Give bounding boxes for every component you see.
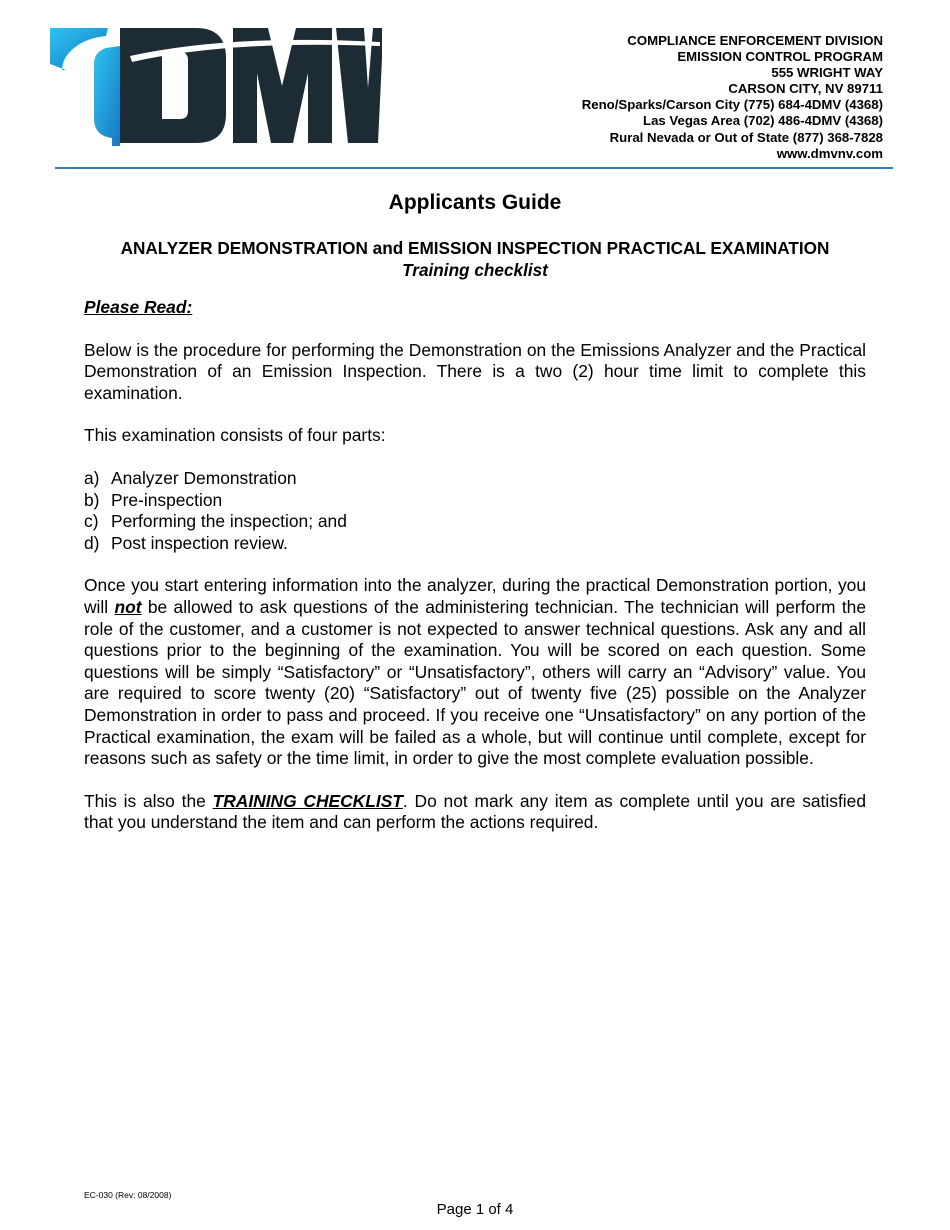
dmv-logo (50, 28, 382, 146)
page-title: Applicants Guide (388, 191, 562, 214)
training-checklist-subtitle: Training checklist (402, 260, 548, 280)
division-name: COMPLIANCE ENFORCEMENT DIVISION (627, 33, 883, 48)
checklist-text-start: This is also the (84, 790, 213, 811)
please-read-heading: Please Read: (84, 297, 193, 317)
phone-rural: Rural Nevada or Out of State (877) 368-7828 (609, 129, 883, 145)
intro-paragraph: Below is the procedure for performing the Demonstration on the Emissions Analyzer and the Practical Demonstration of an Emission Inspection. There is a two (2) hour time limit to complete this examination. (84, 339, 866, 403)
street-address: 555 WRIGHT WAY (771, 65, 883, 81)
list-item-text: Performing the inspection; and (111, 511, 347, 532)
header-divider (55, 167, 893, 169)
parts-list (84, 468, 866, 554)
list-marker: d) (84, 532, 100, 553)
list-marker: a) (84, 467, 100, 488)
dmv-logo-graphic (50, 28, 382, 146)
list-item (84, 490, 866, 512)
website-link[interactable]: www.dmvnv.com (776, 145, 883, 161)
rules-paragraph (84, 575, 866, 769)
page-number: Page 1 of 4 (436, 1201, 514, 1218)
rules-text-start: Once you start entering information into the analyzer, during the practical Demonstration portion, you will (84, 575, 866, 617)
parts-intro: This examination consists of four parts: (84, 425, 386, 446)
city-state-zip: CARSON CITY, NV 89711 (728, 81, 883, 97)
division-address-block (582, 33, 883, 162)
phone-reno: Reno/Sparks/Carson City (775) 684-4DMV (4368) (581, 97, 883, 113)
list-item (84, 533, 866, 555)
checklist-paragraph (84, 791, 866, 834)
list-item (84, 468, 866, 490)
exam-heading (0, 237, 950, 281)
document-body (84, 297, 866, 855)
phone-las-vegas: Las Vegas Area (702) 486-4DMV (4368) (643, 113, 883, 129)
checklist-text-end: . Do not mark any item as complete until you are satisfied that you understand the item and can perform the actions required. (84, 790, 866, 833)
list-item-text: Pre-inspection (111, 489, 223, 510)
list-item-text: Analyzer Demonstration (111, 467, 297, 488)
form-code: EC-030 (Rev: 08/2008) (84, 1190, 172, 1200)
list-item-text: Post inspection review. (111, 532, 288, 553)
list-item (84, 511, 866, 533)
list-marker: b) (84, 489, 100, 510)
rules-text-end: be allowed to ask questions of the administering technician. The technician will perform the role of the customer, and a customer is not expected to answer technical questions. Ask any and all questions prior to the beginning of the examination. You will be scored on each question. Some questions will be simply “Satisfactory” or “Unsatisfactory”, others will carry an “Advisory” value. You are required to score twenty (20) “Satisfactory” out of twenty five (25) possible on the Analyzer Demonstration in order to pass and proceed. If you receive one “Unsatisfactory” on any portion of the Practical examination, the exam will be failed as a whole, but will continue until complete, except for reasons such as safety or the time limit, in order to give the most complete evaluation possible. (84, 596, 867, 769)
program-name: EMISSION CONTROL PROGRAM (677, 49, 883, 65)
list-marker: c) (84, 511, 99, 532)
exam-title: ANALYZER DEMONSTRATION and EMISSION INSPECTION PRACTICAL EXAMINATION (120, 238, 830, 258)
training-checklist-emphasis: TRAINING CHECKLIST (212, 790, 403, 811)
not-emphasis: not (114, 596, 142, 617)
